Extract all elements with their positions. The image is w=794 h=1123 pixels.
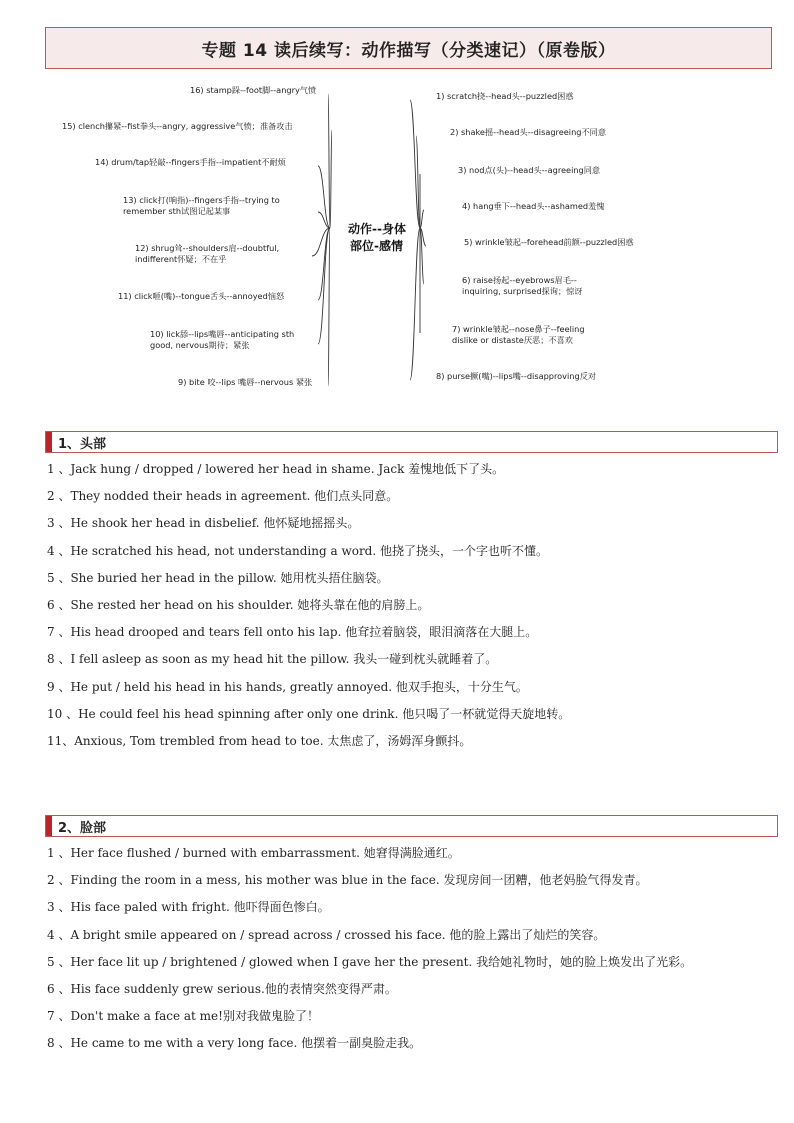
mind-map-node-text: 12) shrug耸--shoulders肩--doubtful, bbox=[135, 243, 280, 253]
sentence-line: 5 、Her face lit up / brightened / glowed when I gave her the present. 我给她礼物时，她的脸上焕发出了光彩。 bbox=[47, 954, 693, 969]
sentence-line: 3 、He shook her head in disbelief. 他怀疑地摇摇头。 bbox=[47, 516, 360, 531]
mind-map-node-text: 9) bite 咬--lips 嘴唇--nervous 紧张 bbox=[178, 377, 313, 387]
sentence-line: 8 、He came to me with a very long face. 他摆着一副臭脸走我。 bbox=[47, 1036, 422, 1051]
sentence-line: 11、Anxious, Tom trembled from head to toe. 太焦虑了，汤姆浑身颤抖。 bbox=[47, 733, 472, 748]
mind-map-node-right-3 bbox=[458, 165, 601, 175]
section-marker bbox=[46, 816, 52, 836]
sentence-line: 1 、Her face flushed / burned with embarrassment. 她窘得满脸通红。 bbox=[47, 846, 460, 860]
mind-map-node-right-4 bbox=[462, 201, 605, 211]
mind-map bbox=[0, 80, 794, 400]
mind-map-node-text: 15) clench攥紧--fist拳头--angry, aggressive气愤；准备攻击 bbox=[62, 121, 293, 131]
mind-map-node-right-1 bbox=[436, 91, 574, 101]
mind-map-node-text: 14) drum/tap轻敲--fingers手指--impatient不耐烦 bbox=[95, 157, 286, 167]
mind-map-node-text: good, nervous期待；紧张 bbox=[150, 340, 250, 350]
mind-map-node-text: 3) nod点(头)--head头--agreeing同意 bbox=[458, 165, 601, 175]
mind-map-node-right-7 bbox=[452, 324, 585, 345]
sentence-line: 7 、His head drooped and tears fell onto his lap. 他耷拉着脑袋，眼泪滴落在大腿上。 bbox=[47, 625, 538, 640]
section-heading-face bbox=[45, 815, 778, 837]
section-face-lines bbox=[47, 840, 787, 1058]
mind-map-center-line1: 动作--身体 bbox=[348, 222, 406, 236]
mind-map-branch-left bbox=[328, 228, 330, 386]
section-head-lines bbox=[47, 456, 787, 755]
mind-map-node-text: 16) stamp跺--foot脚--angry气愤 bbox=[190, 85, 317, 95]
sentence-line: 9 、He put / held his head in his hands, greatly annoyed. 他双手抱头，十分生气。 bbox=[47, 679, 528, 694]
sentence-line: 8 、I fell asleep as soon as my head hit the pillow. 我头一碰到枕头就睡着了。 bbox=[47, 652, 498, 667]
section-title: 2、脸部 bbox=[58, 820, 107, 836]
mind-map-node-right-2 bbox=[450, 127, 607, 137]
mind-map-node-right-5 bbox=[464, 237, 634, 247]
mind-map-node-left-3 bbox=[95, 157, 287, 167]
sentence-line: 2 、Finding the room in a mess, his mother was blue in the face. 发现房间一团糟，他老妈脸气得发青。 bbox=[47, 873, 648, 888]
mind-map-node-right-6 bbox=[462, 275, 582, 296]
mind-map-node-text: 1) scratch挠--head头--puzzled困惑 bbox=[436, 91, 574, 101]
sentence-line: 3 、His face paled with fright. 他吓得面色惨白。 bbox=[47, 900, 330, 915]
sentence-line: 10 、He could feel his head spinning after only one drink. 他只喝了一杯就觉得天旋地转。 bbox=[47, 706, 571, 721]
mind-map-center-line2: 部位-感情 bbox=[350, 239, 403, 253]
sentence-line: 5 、She buried her head in the pillow. 她用枕头捂住脑袋。 bbox=[47, 570, 389, 585]
mind-map-branch-left bbox=[318, 166, 330, 228]
mind-map-node-text: 4) hang垂下--head头--ashamed羞愧 bbox=[462, 201, 605, 211]
mind-map-node-text: 10) lick舔--lips嘴唇--anticipating sth bbox=[150, 329, 295, 339]
mind-map-branch-right bbox=[420, 228, 424, 284]
sentence-line: 7 、Don't make a face at me!别对我做鬼脸了！ bbox=[47, 1009, 319, 1024]
mind-map-node-text: inquiring, surprised探询；惊讶 bbox=[462, 286, 583, 296]
sentence-line: 4 、He scratched his head, not understanding a word. 他挠了挠头，一个字也听不懂。 bbox=[47, 543, 548, 558]
sentence-line: 6 、His face suddenly grew serious.他的表情突然变得严肃。 bbox=[47, 981, 397, 996]
sentence-line: 1 、Jack hung / dropped / lowered her head in shame. Jack 羞愧地低下了头。 bbox=[47, 462, 505, 476]
sentence-line: 6 、She rested her head on his shoulder. 她将头靠在他的肩膀上。 bbox=[47, 597, 430, 612]
mind-map-node-left-2 bbox=[62, 121, 293, 131]
section-marker bbox=[46, 432, 52, 452]
mind-map-branch-right bbox=[410, 228, 420, 380]
section-title: 1、头部 bbox=[58, 436, 107, 452]
mind-map-node-text: 11) click咂(嘴)--tongue舌头--annoyed恼怒 bbox=[118, 291, 285, 301]
mind-map-node-text: indifferent怀疑；不在乎 bbox=[135, 254, 227, 264]
sentence-line: 4 、A bright smile appeared on / spread across / crossed his face. 他的脸上露出了灿烂的笑容。 bbox=[47, 927, 606, 942]
mind-map-node-text: 13) click打(响指)--fingers手指--trying to bbox=[123, 195, 280, 205]
mind-map-node-left-4 bbox=[123, 195, 280, 216]
mind-map-node-right-8 bbox=[436, 371, 596, 381]
mind-map-node-text: 6) raise扬起--eyebrows眉毛-- bbox=[462, 275, 577, 285]
page-title: 专题 14 读后续写：动作描写（分类速记）（原卷版） bbox=[45, 27, 772, 69]
mind-map-node-text: 8) purse撅(嘴)--lips嘴--disapproving反对 bbox=[436, 371, 597, 381]
mind-map-node-left-8 bbox=[178, 377, 312, 387]
mind-map-node-left-7 bbox=[150, 329, 294, 350]
mind-map-branch-left bbox=[330, 130, 332, 228]
mind-map-node-left-6 bbox=[118, 291, 285, 301]
mind-map-branch-right bbox=[420, 210, 424, 228]
mind-map-node-text: 5) wrinkle皱起--forehead前额--puzzled困惑 bbox=[464, 237, 634, 247]
mind-map-labels bbox=[62, 85, 634, 387]
mind-map-node-text: 7) wrinkle皱起--nose鼻子--feeling bbox=[452, 324, 585, 334]
section-heading-head bbox=[45, 431, 778, 453]
mind-map-node-left-5 bbox=[135, 243, 279, 264]
mind-map-node-text: remember sth试图记起某事 bbox=[123, 206, 231, 216]
mind-map-node-left-1 bbox=[190, 85, 316, 95]
sentence-line: 2 、They nodded their heads in agreement. 他们点头同意。 bbox=[47, 489, 399, 504]
mind-map-node-text: dislike or distaste厌恶；不喜欢 bbox=[452, 335, 573, 345]
mind-map-node-text: 2) shake摇--head头--disagreeing不同意 bbox=[450, 127, 607, 137]
mind-map-branch-left bbox=[328, 94, 330, 228]
